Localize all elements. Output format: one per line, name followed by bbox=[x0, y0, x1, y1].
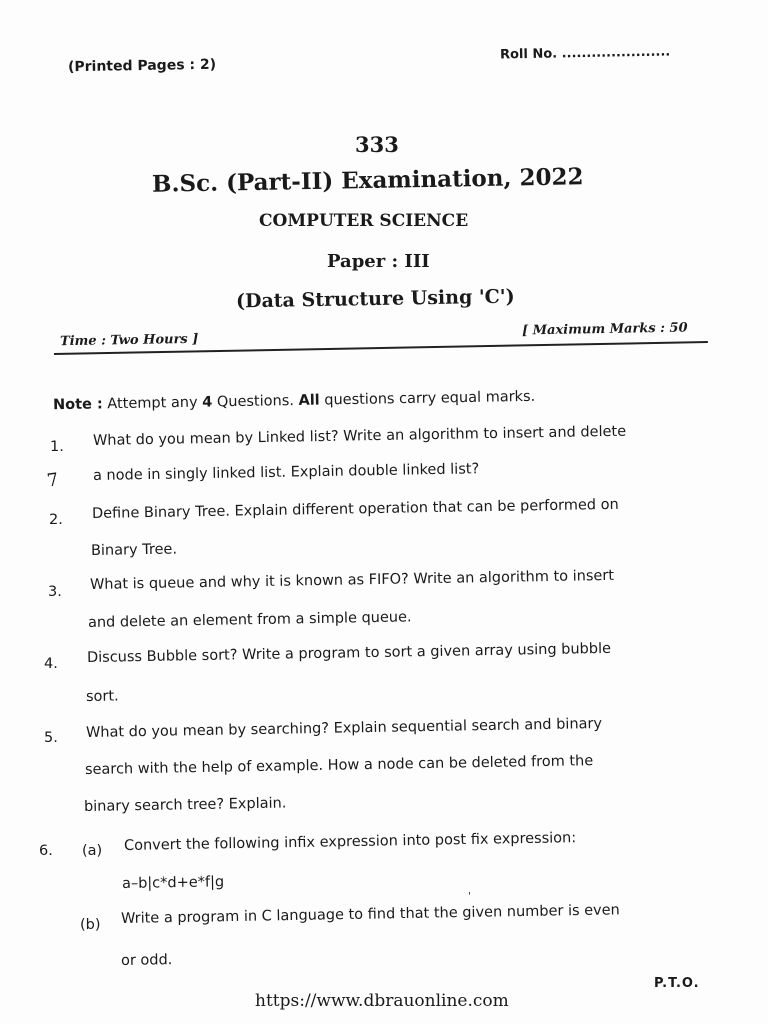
question-text-line: binary search tree? Explain. bbox=[83, 795, 287, 815]
question-number: 4. bbox=[44, 656, 58, 672]
subquestion-label: (b) bbox=[80, 917, 101, 933]
note-text: Questions. bbox=[216, 393, 295, 411]
paper-number: Paper : III bbox=[327, 251, 430, 272]
paper-name: (Data Structure Using 'C') bbox=[235, 285, 515, 313]
question-number: 3. bbox=[48, 584, 62, 600]
question-text-line: or odd. bbox=[120, 952, 173, 969]
question-text-line: sort. bbox=[85, 688, 119, 705]
question-text-line: a node in singly linked list. Explain double linked list? bbox=[92, 461, 480, 484]
question-text-line: Convert the following infix expression into post fix expression: bbox=[123, 830, 577, 854]
maximum-marks: [ Maximum Marks : 50 bbox=[521, 320, 688, 339]
exam-title: B.Sc. (Part-II) Examination, 2022 bbox=[151, 163, 584, 198]
footer-url: https://www.dbrauonline.com bbox=[255, 991, 509, 1011]
printed-pages-label: (Printed Pages : 2) bbox=[67, 56, 217, 76]
please-turn-over: P.T.O. bbox=[654, 976, 700, 991]
question-text-line: Discuss Bubble sort? Write a program to sort a given array using bubble bbox=[86, 640, 612, 666]
note-text: questions carry equal marks. bbox=[324, 388, 536, 409]
question-number: 5. bbox=[44, 730, 58, 746]
handwritten-mark: 7 bbox=[45, 469, 60, 492]
subject-title: COMPUTER SCIENCE bbox=[259, 211, 469, 231]
question-text-line: search with the help of example. How a node can be deleted from the bbox=[84, 753, 594, 778]
handwritten-tick: ' bbox=[468, 891, 471, 902]
roll-number-field: Roll No. ...................... bbox=[499, 44, 671, 63]
question-number: 6. bbox=[39, 843, 53, 859]
infix-expression: a–b|c*d+e*f|g bbox=[121, 874, 225, 892]
note-text: Attempt any bbox=[107, 394, 198, 413]
question-number: 2. bbox=[49, 512, 63, 528]
subquestion-label: (a) bbox=[82, 843, 103, 859]
note-label: Note : bbox=[52, 396, 103, 414]
question-text-line: Define Binary Tree. Explain different operation that can be performed on bbox=[91, 496, 619, 522]
question-text-line: Write a program in C language to find that the given number is even bbox=[120, 902, 620, 927]
note-all: All bbox=[298, 392, 320, 409]
time-allowed: Time : Two Hours ] bbox=[59, 331, 199, 350]
question-text-line: What do you mean by Linked list? Write an algorithm to insert and delete bbox=[92, 423, 627, 449]
paper-code: 333 bbox=[355, 132, 399, 157]
question-text-line: What is queue and why it is known as FIFO? Write an algorithm to insert bbox=[89, 567, 615, 593]
question-number: 1. bbox=[50, 439, 64, 455]
question-text-line: Binary Tree. bbox=[90, 541, 178, 559]
question-text-line: and delete an element from a simple queue. bbox=[87, 609, 412, 631]
note-question-count: 4 bbox=[202, 394, 213, 411]
instructions-note bbox=[53, 389, 535, 413]
question-text-line: What do you mean by searching? Explain sequential search and binary bbox=[85, 715, 603, 741]
